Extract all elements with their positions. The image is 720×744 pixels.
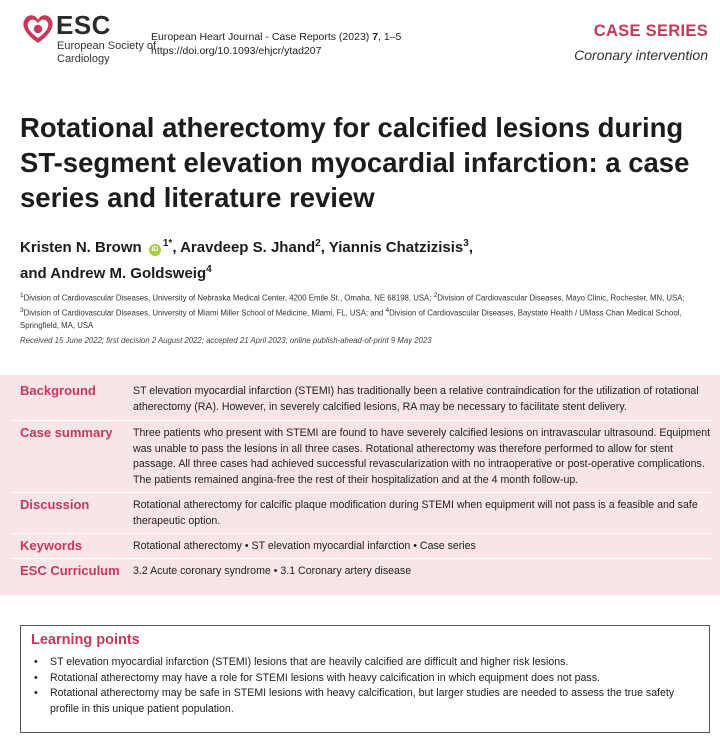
learning-point-text: ST elevation myocardial infarction (STEMI) lesions that are heavily calcified are difficult and higher risk lesions.: [50, 656, 569, 668]
abstract-text: Rotational atherectomy • ST elevation myocardial infarction • Case series: [133, 540, 476, 552]
author-and: and: [20, 265, 51, 282]
journal-header: [0, 0, 720, 80]
author-name[interactable]: Yiannis Chatzizisis: [328, 239, 464, 256]
orcid-icon[interactable]: iD: [149, 244, 161, 256]
bullet-icon: •: [34, 687, 38, 700]
esc-heart-logo-icon: [20, 12, 56, 46]
list-item: [32, 686, 702, 717]
section-label: CASE SERIES: [593, 22, 708, 40]
affil-text: Division of Cardiovascular Diseases, University of Nebraska Medical Center, 4200 Emile St., Omaha, NE 68198, USA;: [23, 293, 434, 303]
structured-abstract: [0, 375, 720, 595]
logo-text: ESC: [56, 10, 111, 40]
author-separator: ,: [320, 239, 329, 256]
author-list: [20, 233, 710, 285]
received-dates: Received 15 June 2022; first decision 2 August 2022; accepted 21 April 2023; online publish-ahead-of-print 9 May 2023: [20, 336, 432, 345]
author-separator: ,: [468, 239, 473, 256]
journal-name: European Heart Journal - Case Reports (2023): [151, 31, 373, 43]
society-name: European Society of Cardiology: [57, 40, 157, 65]
abstract-label: Discussion: [20, 497, 90, 512]
journal-citation: [151, 31, 401, 43]
affil-number: 4: [385, 307, 390, 315]
affil-text: Division of Cardiovascular Diseases, Mayo Clinic, Rochester, MN, USA;: [437, 293, 685, 303]
list-item: [32, 655, 702, 671]
learning-point-text: Rotational atherectomy may have a role for STEMI lesions with heavy calcification in which equipment does not pass.: [50, 671, 600, 684]
abstract-text: Rotational atherectomy for calcific plaque modification during STEMI when equipment will not pass is a feasible and safe therapeutic option.: [133, 499, 698, 527]
abstract-text: 3.2 Acute coronary syndrome • 3.1 Coronary artery disease: [133, 565, 412, 577]
bullet-icon: •: [34, 671, 38, 684]
author-affil: 4: [206, 264, 212, 275]
journal-volume: 7: [372, 31, 379, 43]
abstract-label: Keywords: [20, 538, 83, 553]
affil-number: 3: [20, 307, 24, 315]
affil-text: Division of Cardiovascular Diseases, University of Miami Miller School of Medicine, Miami, FL, USA; and: [23, 308, 386, 318]
article-title: Rotational atherectomy for calcified lesions during ST-segment elevation myocardial infarction: a case series and literature review: [20, 112, 690, 213]
abstract-label: Background: [20, 383, 96, 398]
doi-link[interactable]: https://doi.org/10.1093/ehjcr/ytad207: [151, 45, 322, 57]
abstract-label: ESC Curriculum: [20, 563, 120, 578]
bullet-icon: •: [34, 656, 38, 668]
abstract-divider: [12, 420, 712, 421]
learning-points-list: [32, 655, 702, 717]
journal-pages: , 1–5: [378, 31, 402, 43]
abstract-divider: [12, 558, 712, 559]
author-name[interactable]: Kristen N. Brown: [20, 239, 142, 256]
abstract-text: ST elevation myocardial infarction (STEMI) has traditionally been a relative contraindication for the utilization of rotational atherectomy (RA). However, in severely calcified lesions, RA may be necessary to facilitate stent delivery.: [133, 385, 699, 413]
learning-points-box: [20, 625, 710, 733]
author-name[interactable]: Andrew M. Goldsweig: [50, 265, 207, 282]
affil-text: Division of Cardiovascular Diseases, Baystate Health / UMass Chan Medical School, Springfield, MA, USA: [20, 308, 682, 331]
author-affil: 3: [463, 238, 469, 249]
learning-point-text: Rotational atherectomy may be safe in STEMI lesions with heavy calcification, but larger studies are needed to assess the true safety profile in this unique patient population.: [50, 687, 675, 715]
abstract-label: Case summary: [20, 425, 113, 440]
author-separator: ,: [172, 239, 181, 256]
author-affil: 1*: [162, 238, 173, 249]
subsection-label: Coronary intervention: [574, 47, 708, 63]
abstract-divider: [12, 492, 712, 493]
list-item: [32, 671, 702, 687]
abstract-text: Three patients who present with STEMI are found to have severely calcified lesions on intravascular ultrasound. Equipment was unable to pass the lesions in all three cases. Rotational atherectomy was therefore performed to allow for stent passage. All three cases had achieved successful revascularization with no intraoperative or post-operative complications. The patients remained angina-free the rest of their hospitalization and at the 4 month follow-up.: [133, 427, 711, 486]
abstract-divider: [12, 533, 712, 534]
author-affil: 2: [315, 238, 321, 249]
affil-number: 1: [20, 292, 24, 299]
author-name[interactable]: Aravdeep S. Jhand: [180, 239, 316, 256]
learning-points-title: Learning points: [31, 632, 140, 648]
affiliations: [20, 290, 710, 333]
affil-number: 2: [433, 292, 438, 299]
